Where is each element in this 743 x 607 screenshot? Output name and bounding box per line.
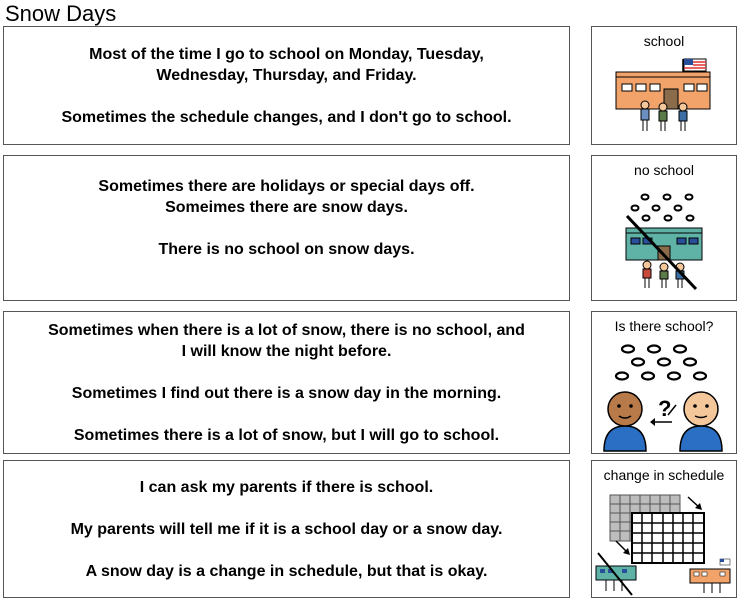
line: Sometimes the schedule changes, and I don't go to school. [61,108,512,126]
line: I will know the night before. [181,342,392,360]
symbol-caption: Is there school? [614,318,714,334]
line: Sometimes there are holidays or special days off. [98,177,475,195]
symbol-panel-4 [591,460,737,598]
text-panel-2 [3,155,570,301]
text-panel-3 [3,311,570,454]
line: A snow day is a change in schedule, but that is okay. [85,562,488,580]
line: My parents will tell me if it is a school day or a snow day. [70,520,503,538]
symbol-panel-3 [591,311,737,454]
svg-text:?: ? [658,396,672,421]
line: Someimes there are snow days. [165,198,408,216]
line: Sometimes there is a lot of snow, but I will go to school. [73,426,500,444]
symbol-caption: no school [634,162,694,178]
line: There is no school on snow days. [158,240,415,258]
symbol-panel-2 [591,155,737,301]
symbol-panel-1 [591,26,737,145]
page-title: Snow Days [5,1,117,26]
line: I can ask my parents if there is school. [139,478,434,496]
line: Sometimes I find out there is a snow day in the morning. [71,384,502,402]
text-panel-4 [3,460,570,598]
line: Wednesday, Thursday, and Friday. [156,66,417,84]
symbol-caption: change in schedule [603,467,725,483]
line: Most of the time I go to school on Monday, Tuesday, [89,45,484,63]
symbol-caption: school [643,33,685,49]
text-panel-1 [3,26,570,145]
line: Sometimes when there is a lot of snow, there is no school, and [48,321,525,339]
